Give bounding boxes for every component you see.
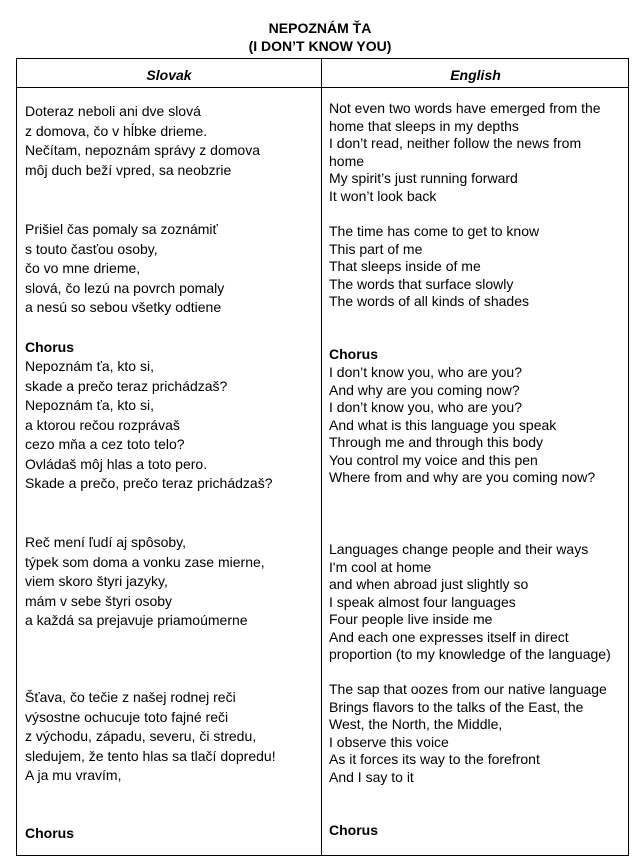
english-stanza-4	[329, 681, 607, 786]
lyric-line: It won’t look back	[329, 187, 437, 204]
lyric-line: You control my voice and this pen	[329, 451, 538, 468]
lyric-line: The words that surface slowly	[329, 275, 514, 292]
lyric-line: a nesú so sebou všetky odtiene	[25, 299, 222, 315]
english-stanza-1	[329, 100, 601, 205]
lyric-line: My spirit’s just running forward	[329, 170, 518, 186]
lyric-line: Four people live inside me	[329, 611, 493, 627]
lyric-line: Brings flavors to the talks of the East, the	[329, 698, 584, 715]
lyric-line: I don’t know you, who are you?	[329, 399, 523, 415]
column-divider	[321, 58, 322, 856]
lyric-line: skade a prečo teraz prichádzaš?	[25, 377, 228, 394]
lyric-line: The words of all kinds of shades	[329, 293, 529, 309]
lyric-line: cezo mňa a cez toto telo?	[25, 436, 185, 452]
lyric-line: Reč mení ľudí aj spôsoby,	[25, 534, 187, 550]
lyric-line: a každá sa prejavuje priamoúmerne	[25, 612, 248, 628]
lyric-line: home that sleeps in my depths	[329, 117, 519, 134]
lyric-line: Where from and why are you coming now?	[329, 469, 596, 485]
lyric-line: And why are you coming now?	[329, 381, 520, 398]
lyric-line: viem skoro štyri jazyky,	[25, 573, 168, 589]
slovak-stanza-4	[25, 688, 276, 786]
lyric-line: Prišiel čas pomaly sa zoznámiť	[25, 221, 218, 237]
english-stanza-3	[329, 541, 611, 664]
slovak-chorus	[25, 357, 272, 494]
english-chorus	[329, 364, 595, 487]
lyric-line: a ktorou rečou rozprávaš	[25, 416, 180, 433]
lyric-line: Nečítam, nepoznám správy z domova	[25, 142, 260, 158]
lyric-line: A ja mu vravím,	[25, 767, 122, 783]
lyric-line: Through me and through this body	[329, 434, 544, 450]
document-subtitle: (I DON’T KNOW YOU)	[248, 38, 392, 54]
lyric-line: proportion (to my knowledge of the language)	[329, 646, 611, 662]
lyric-line: Nepoznám ťa, kto si,	[25, 358, 154, 374]
lyric-line: I speak almost four languages	[329, 593, 516, 610]
slovak-stanza-3	[25, 533, 265, 631]
english-chorus-end: Chorus	[329, 822, 378, 838]
lyric-line: I don’t read, neither follow the news from	[329, 135, 582, 151]
header-rule	[16, 87, 629, 88]
lyric-line: Ovládaš môj hlas a toto pero.	[25, 455, 208, 472]
lyric-line: z východu, západu, severu, či stredu,	[25, 728, 257, 744]
lyric-line: môj duch beží vpred, sa neobzrie	[25, 161, 232, 178]
lyric-line: West, the North, the Middle,	[329, 716, 503, 732]
lyric-line: Nepoznám ťa, kto si,	[25, 397, 154, 413]
lyric-line: Languages change people and their ways	[329, 541, 589, 557]
lyric-line: The time has come to get to know	[329, 223, 540, 239]
lyric-line: As it forces its way to the forefront	[329, 751, 540, 767]
lyric-line: Šťava, čo tečie z našej rodnej reči	[25, 689, 236, 705]
english-stanza-2	[329, 223, 539, 311]
lyric-line: This part of me	[329, 240, 423, 257]
column-header-slovak: Slovak	[146, 67, 192, 83]
english-chorus-label: Chorus	[329, 346, 378, 362]
column-header-english: English	[450, 67, 501, 83]
slovak-chorus-label: Chorus	[25, 339, 74, 355]
lyric-line: Not even two words have emerged from the	[329, 100, 601, 116]
lyric-line: I don’t know you, who are you?	[329, 364, 523, 380]
lyric-line: That sleeps inside of me	[329, 258, 481, 274]
document-title: NEPOZNÁM ŤA	[268, 20, 372, 36]
lyric-line: z domova, čo v hĺbke drieme.	[25, 122, 208, 139]
lyric-line: výsostne ochucuje toto fajné reči	[25, 708, 229, 725]
lyric-line: Skade a prečo, prečo teraz prichádzaš?	[25, 475, 273, 491]
lyric-line: čo vo mne drieme,	[25, 260, 141, 276]
lyric-line: and when abroad just slightly so	[329, 576, 529, 592]
lyric-line: slová, čo lezú na povrch pomaly	[25, 279, 225, 296]
slovak-stanza-2	[25, 220, 224, 318]
lyric-line: And what is this language you speak	[329, 416, 557, 433]
lyric-line: týpek som doma a vonku zase mierne,	[25, 553, 265, 570]
lyric-line: home	[329, 152, 365, 169]
lyric-line: Doteraz neboli ani dve slová	[25, 103, 201, 119]
lyric-line: sledujem, že tento hlas sa tlačí dopredu!	[25, 747, 276, 764]
slovak-chorus-end: Chorus	[25, 825, 74, 841]
lyric-line: I observe this voice	[329, 733, 449, 750]
lyric-line: The sap that oozes from our native language	[329, 681, 607, 697]
lyric-line: And each one expresses itself in direct	[329, 628, 569, 645]
lyric-line: mám v sebe štyri osoby	[25, 592, 173, 609]
slovak-stanza-1	[25, 102, 260, 180]
lyric-line: s touto časťou osoby,	[25, 240, 158, 257]
lyric-line: And I say to it	[329, 768, 414, 785]
lyric-line: I'm cool at home	[329, 558, 432, 575]
